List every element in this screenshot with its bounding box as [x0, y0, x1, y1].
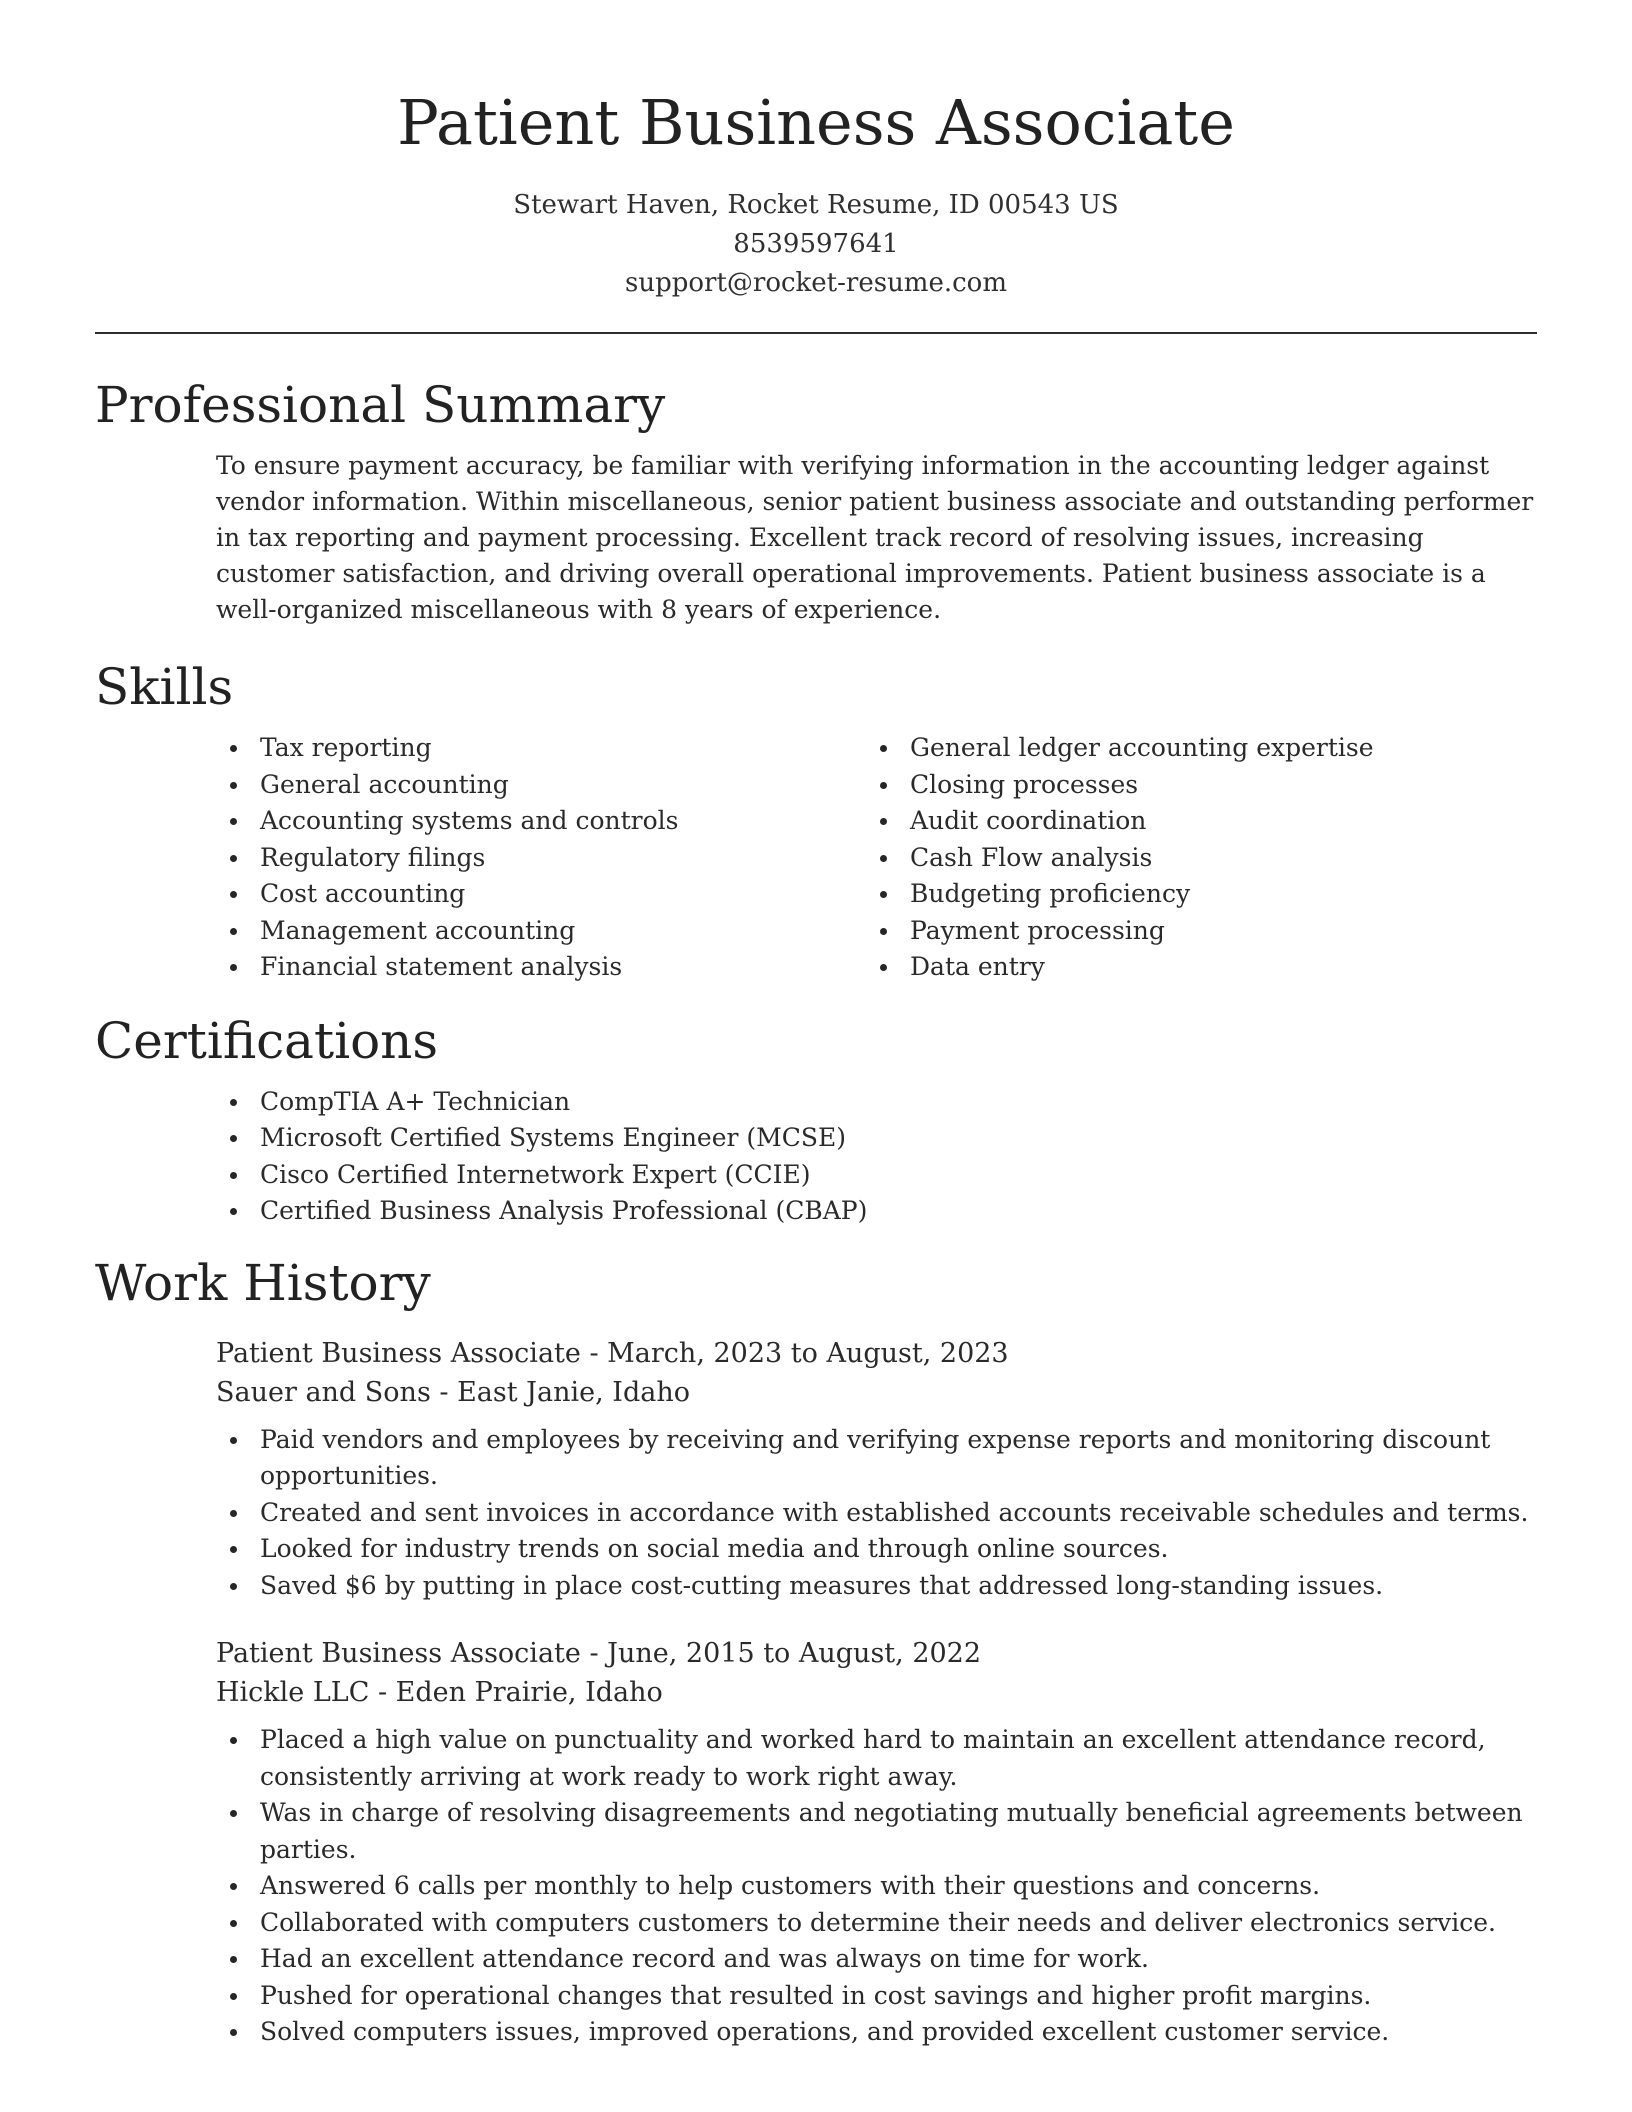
contact-phone: 8539597641	[733, 229, 899, 259]
section-title-certifications: Certifications	[95, 1011, 439, 1070]
skill-item: Tax reporting	[216, 730, 866, 767]
skill-item: General ledger accounting expertise	[866, 730, 1516, 767]
skills-column-right	[866, 730, 1516, 986]
resume-page	[95, 0, 1537, 2051]
certification-item: Certified Business Analysis Professional (CBAP)	[216, 1193, 1537, 1230]
skill-item: General accounting	[216, 767, 866, 804]
job-title-dates: Patient Business Associate - March, 2023 to August, 2023	[216, 1337, 1009, 1369]
job-company-location: Hickle LLC - Eden Prairie, Idaho	[216, 1677, 663, 1708]
certification-item: CompTIA A+ Technician	[216, 1084, 1537, 1121]
job-bullet: Created and sent invoices in accordance with established accounts receivable schedules and terms.	[216, 1495, 1537, 1532]
skill-item: Data entry	[866, 949, 1516, 986]
job-bullet: Pushed for operational changes that resulted in cost savings and higher profit margins.	[216, 1978, 1537, 2015]
job-bullet: Had an excellent attendance record and was always on time for work.	[216, 1941, 1537, 1978]
skill-item: Audit coordination	[866, 803, 1516, 840]
job-bullet: Placed a high value on punctuality and worked hard to maintain an excellent attendance record, consistently arriving at work ready to work right away.	[216, 1722, 1537, 1795]
skill-item: Management accounting	[216, 913, 866, 950]
job-entry	[216, 1334, 1537, 1605]
skills-column-left	[216, 730, 866, 986]
certifications-list	[216, 1084, 1537, 1230]
header-divider	[95, 332, 1537, 334]
job-company-location: Sauer and Sons - East Janie, Idaho	[216, 1376, 690, 1408]
skill-item: Accounting systems and controls	[216, 803, 866, 840]
contact-email: support@rocket-resume.com	[624, 268, 1007, 298]
skill-item: Cost accounting	[216, 876, 866, 913]
skill-item: Budgeting proficiency	[866, 876, 1516, 913]
candidate-name: Patient Business Associate	[397, 86, 1235, 159]
resume-header	[95, 0, 1537, 303]
job-bullet: Was in charge of resolving disagreements and negotiating mutually beneficial agreements between parties.	[216, 1795, 1537, 1868]
certification-item: Cisco Certified Internetwork Expert (CCIE)	[216, 1157, 1537, 1194]
section-title-work-history: Work History	[95, 1253, 431, 1312]
job-bullets	[216, 1722, 1537, 2051]
certification-item: Microsoft Certified Systems Engineer (MCSE)	[216, 1120, 1537, 1157]
skills-list	[216, 730, 1537, 986]
job-bullet: Paid vendors and employees by receiving and verifying expense reports and monitoring discount opportunities.	[216, 1422, 1537, 1495]
job-bullet: Collaborated with computers customers to determine their needs and deliver electronics service.	[216, 1905, 1537, 1942]
job-entry	[216, 1634, 1537, 2051]
skill-item: Payment processing	[866, 913, 1516, 950]
job-bullet: Solved computers issues, improved operations, and provided excellent customer service.	[216, 2014, 1537, 2051]
section-title-skills: Skills	[95, 658, 234, 716]
job-title-dates: Patient Business Associate - June, 2015 to August, 2022	[216, 1638, 982, 1669]
skill-item: Cash Flow analysis	[866, 840, 1516, 877]
job-bullet: Saved $6 by putting in place cost-cutting measures that addressed long-standing issues.	[216, 1568, 1537, 1605]
job-bullet: Looked for industry trends on social media and through online sources.	[216, 1531, 1537, 1568]
skill-item: Regulatory filings	[216, 840, 866, 877]
section-title-summary: Professional Summary	[95, 376, 666, 434]
contact-info	[95, 186, 1537, 303]
skill-item: Closing processes	[866, 767, 1516, 804]
contact-address: Stewart Haven, Rocket Resume, ID 00543 US	[513, 190, 1119, 220]
job-bullet: Answered 6 calls per monthly to help customers with their questions and concerns.	[216, 1868, 1537, 1905]
skill-item: Financial statement analysis	[216, 949, 866, 986]
job-bullets	[216, 1422, 1537, 1605]
summary-text: To ensure payment accuracy, be familiar with verifying information in the accounting ledger against vendor information. Within miscellaneous, senior patient business associate and outstanding performer in tax reporting and payment processing. Excellent track record of resolving issues, increasing customer satisfaction, and driving overall operational improvements. Patient business associate is a well-organized miscellaneous with 8 years of experience.	[216, 451, 1534, 624]
